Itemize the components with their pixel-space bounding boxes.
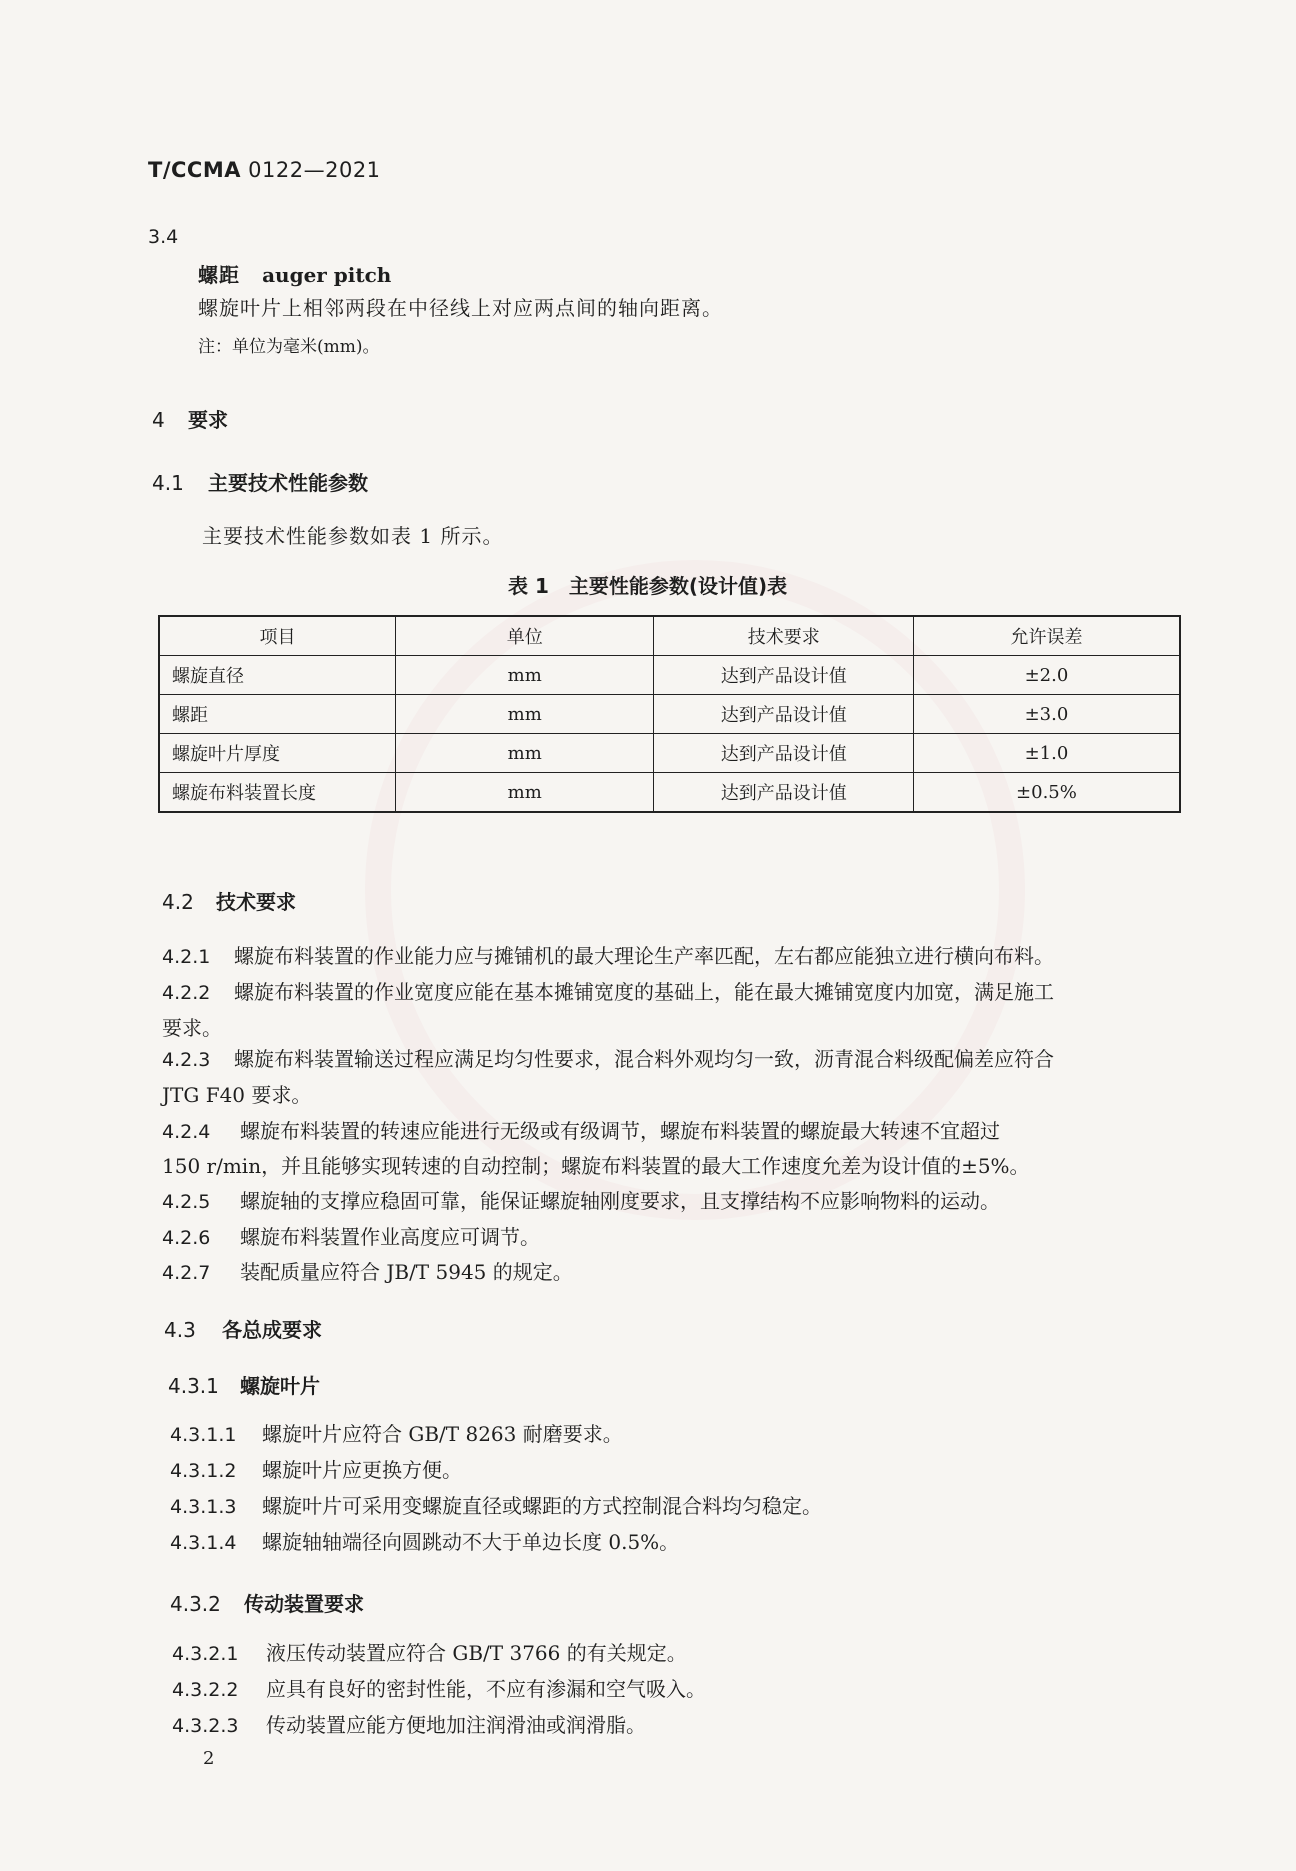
table-cell: 达到产品设计值 (654, 773, 913, 813)
term-name-cn: 螺距 (198, 263, 240, 287)
standard-header (148, 158, 381, 182)
clause-number: 4.2.5 (162, 1191, 211, 1213)
clause-text: 螺旋布料装置作业高度应可调节。 (240, 1225, 540, 1249)
table-cell: 达到产品设计值 (654, 734, 913, 773)
clause-4-2-4 (162, 1115, 1000, 1144)
clause-4-3-1-4 (170, 1526, 679, 1555)
clause-4-2-2 (162, 976, 1054, 1005)
clause-text: 螺旋布料装置的转速应能进行无级或有级调节，螺旋布料装置的螺旋最大转速不宜超过 (240, 1119, 1000, 1143)
table-row (159, 656, 1180, 695)
table-header-tolerance: 允许误差 (913, 616, 1180, 656)
section-4-3-heading (164, 1314, 322, 1343)
clause-4-3-2-3 (172, 1709, 646, 1738)
section-title: 螺旋叶片 (240, 1374, 320, 1398)
clause-text: 螺旋叶片应符合 GB/T 8263 耐磨要求。 (262, 1422, 623, 1446)
clause-4-3-1-3 (170, 1490, 822, 1519)
clause-number: 4.3.1.4 (170, 1532, 237, 1554)
clause-number: 4.2.4 (162, 1121, 211, 1143)
clause-number: 4.3.1.3 (170, 1496, 237, 1518)
clause-number: 4.3.1.2 (170, 1460, 237, 1482)
clause-text: 液压传动装置应符合 GB/T 3766 的有关规定。 (266, 1641, 687, 1665)
table-cell: 螺距 (159, 695, 396, 734)
clause-number: 4.2.6 (162, 1227, 211, 1249)
section-4-1-heading (152, 467, 368, 496)
clause-4-3-2-2 (172, 1673, 706, 1702)
table-header-item: 项目 (159, 616, 396, 656)
clause-4-2-3-cont: JTG F40 要求。 (162, 1083, 312, 1107)
term-title (198, 259, 391, 288)
section-title: 传动装置要求 (244, 1592, 364, 1616)
spec-table (158, 615, 1181, 813)
term-number: 3.4 (148, 226, 179, 248)
table-caption: 表 1 主要性能参数(设计值)表 (508, 574, 788, 598)
section-4-3-2-heading (170, 1588, 364, 1617)
table-cell: ±2.0 (913, 656, 1180, 695)
clause-number: 4.3.2.3 (172, 1715, 239, 1737)
table-cell: ±0.5% (913, 773, 1180, 813)
section-number: 4 (152, 408, 165, 432)
clause-4-2-2-cont: 要求。 (162, 1016, 222, 1040)
clause-text: 螺旋叶片应更换方便。 (262, 1458, 462, 1482)
table-cell: ±3.0 (913, 695, 1180, 734)
table-cell: mm (396, 695, 654, 734)
clause-4-2-4-cont: 150 r/min，并且能够实现转速的自动控制；螺旋布料装置的最大工作速度允差为设计值的±5%。 (162, 1154, 1030, 1178)
section-4-heading (152, 404, 228, 433)
table-cell: ±1.0 (913, 734, 1180, 773)
clause-4-3-1-2 (170, 1454, 462, 1483)
section-title: 主要技术性能参数 (208, 471, 368, 495)
term-definition: 螺旋叶片上相邻两段在中径线上对应两点间的轴向距离。 (198, 296, 723, 320)
table-row (159, 734, 1180, 773)
section-4-2-heading (162, 886, 296, 915)
clause-4-2-7 (162, 1256, 573, 1285)
clause-4-2-6 (162, 1221, 540, 1250)
standard-prefix: T/CCMA (148, 158, 241, 182)
table-cell: 达到产品设计值 (654, 695, 913, 734)
standard-number: 0122—2021 (248, 158, 381, 182)
section-number: 4.1 (152, 471, 184, 495)
clause-4-2-5 (162, 1185, 1000, 1214)
section-number: 4.2 (162, 890, 194, 914)
clause-text: 螺旋布料装置输送过程应满足均匀性要求，混合料外观均匀一致，沥青混合料级配偏差应符合 (234, 1047, 1054, 1071)
clause-number: 4.3.1.1 (170, 1424, 237, 1446)
table-header-row (159, 616, 1180, 656)
clause-number: 4.2.7 (162, 1262, 211, 1284)
clause-text: 螺旋轴轴端径向圆跳动不大于单边长度 0.5%。 (262, 1530, 680, 1554)
clause-text: 装配质量应符合 JB/T 5945 的规定。 (240, 1260, 573, 1284)
section-number: 4.3.2 (170, 1592, 221, 1616)
section-4-3-1-heading (168, 1370, 320, 1399)
clause-number: 4.3.2.2 (172, 1679, 239, 1701)
clause-4-2-1 (162, 940, 1054, 969)
table-row (159, 773, 1180, 813)
table-header-unit: 单位 (396, 616, 654, 656)
clause-number: 4.2.1 (162, 946, 211, 968)
section-title: 各总成要求 (222, 1318, 322, 1342)
clause-text: 螺旋叶片可采用变螺旋直径或螺距的方式控制混合料均匀稳定。 (262, 1494, 822, 1518)
table-cell: 螺旋直径 (159, 656, 396, 695)
clause-4-3-1-1 (170, 1418, 623, 1447)
clause-text: 螺旋布料装置的作业能力应与摊铺机的最大理论生产率匹配，左右都应能独立进行横向布料。 (234, 944, 1054, 968)
section-title: 技术要求 (216, 890, 296, 914)
table-cell: mm (396, 734, 654, 773)
clause-text: 应具有良好的密封性能，不应有渗漏和空气吸入。 (266, 1677, 706, 1701)
clause-number: 4.2.3 (162, 1049, 211, 1071)
term-note: 注：单位为毫米(mm)。 (198, 337, 380, 357)
clause-text: 螺旋轴的支撑应稳固可靠，能保证螺旋轴刚度要求，且支撑结构不应影响物料的运动。 (240, 1189, 1000, 1213)
section-4-1-intro: 主要技术性能参数如表 1 所示。 (202, 524, 504, 548)
clause-number: 4.3.2.1 (172, 1643, 239, 1665)
section-number: 4.3.1 (168, 1374, 219, 1398)
clause-text: 螺旋布料装置的作业宽度应能在基本摊铺宽度的基础上，能在最大摊铺宽度内加宽，满足施工 (234, 980, 1054, 1004)
table-row (159, 695, 1180, 734)
clause-text: 传动装置应能方便地加注润滑油或润滑脂。 (266, 1713, 646, 1737)
clause-4-3-2-1 (172, 1637, 687, 1666)
table-cell: 达到产品设计值 (654, 656, 913, 695)
page-number: 2 (203, 1748, 215, 1769)
section-title: 要求 (188, 408, 228, 432)
section-number: 4.3 (164, 1318, 196, 1342)
clause-4-2-3 (162, 1043, 1054, 1072)
table-cell: mm (396, 773, 654, 813)
table-cell: 螺旋叶片厚度 (159, 734, 396, 773)
table-header-requirement: 技术要求 (654, 616, 913, 656)
table-cell: mm (396, 656, 654, 695)
clause-number: 4.2.2 (162, 982, 211, 1004)
table-cell: 螺旋布料装置长度 (159, 773, 396, 813)
term-name-en: auger pitch (262, 263, 392, 287)
